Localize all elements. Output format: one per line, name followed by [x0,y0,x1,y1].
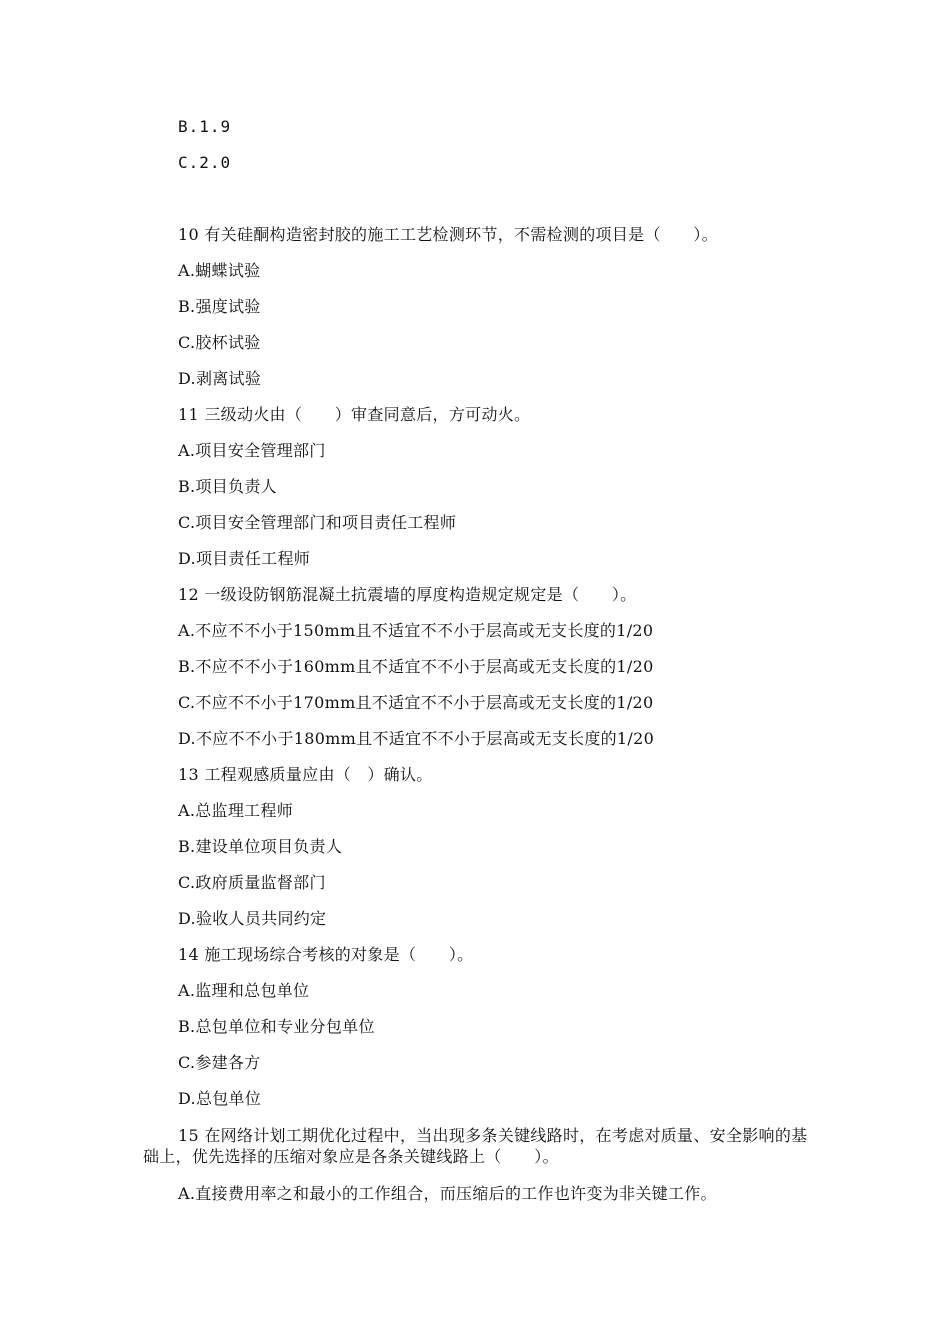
question-13: 13 工程观感质量应由（ ）确认。 [178,765,433,784]
question-11-option-c: C.项目安全管理部门和项目责任工程师 [178,513,457,532]
question-10-option-c: C.胶杯试验 [178,333,261,352]
question-14: 14 施工现场综合考核的对象是（ ）。 [178,945,474,964]
question-10-option-a: A.蝴蝶试验 [178,261,261,280]
question-12-option-a: A.不应不不小于150mm且不适宜不不小于层高或无支长度的1/20 [178,621,654,640]
question-11-option-b: B.项目负责人 [178,477,277,496]
question-11: 11 三级动火由（ ）审查同意后，方可动火。 [178,405,531,424]
option-c-prev: C.2.0 [178,153,232,172]
question-14-option-a: A.监理和总包单位 [178,981,310,1000]
question-10: 10 有关硅酮构造密封胶的施工工艺检测环节，不需检测的项目是（ ）。 [178,225,718,244]
question-13-option-d: D.验收人员共同约定 [178,909,327,928]
option-b-prev: B.1.9 [178,117,232,136]
question-12-option-d: D.不应不不小于180mm且不适宜不不小于层高或无支长度的1/20 [178,729,655,748]
question-14-option-d: D.总包单位 [178,1089,262,1108]
question-12: 12 一级设防钢筋混凝土抗震墙的厚度构造规定规定是（ ）。 [178,585,637,604]
question-11-option-d: D.项目责任工程师 [178,549,311,568]
question-10-option-d: D.剥离试验 [178,369,262,388]
question-12-option-c: C.不应不不小于170mm且不适宜不不小于层高或无支长度的1/20 [178,693,654,712]
question-13-option-c: C.政府质量监督部门 [178,873,326,892]
question-13-option-b: B.建设单位项目负责人 [178,837,343,856]
question-13-option-a: A.总监理工程师 [178,801,294,820]
question-10-option-b: B.强度试验 [178,297,261,316]
question-14-option-c: C.参建各方 [178,1053,261,1072]
question-14-option-b: B.总包单位和专业分包单位 [178,1017,375,1036]
question-12-option-b: B.不应不不小于160mm且不适宜不不小于层高或无支长度的1/20 [178,657,654,676]
question-15-option-a: A.直接费用率之和最小的工作组合，而压缩后的工作也许变为非关键工作。 [178,1184,717,1203]
question-15: 15 在网络计划工期优化过程中，当出现多条关键线路时，在考虑对质量、安全影响的基础上，优先选择的压缩对象应是各条关键线路上（ ）。 [143,1126,808,1166]
question-11-option-a: A.项目安全管理部门 [178,441,326,460]
